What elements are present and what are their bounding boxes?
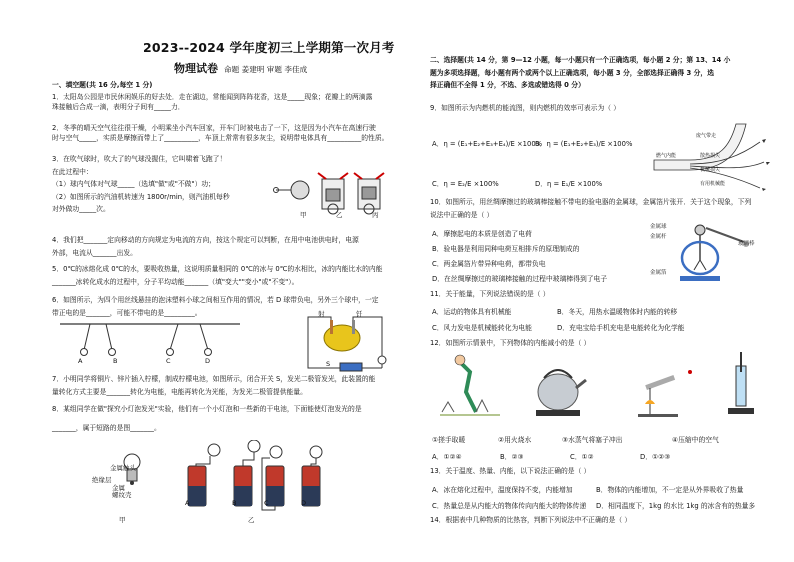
authors: 命题 姜建明 审题 李佳成 [224,65,308,74]
q9-option-b: B．η = (E₁+E₂+E₃)/E ×100% [535,140,633,148]
bulb-label-metal: 金属 [112,484,125,492]
battery-label-b: B [232,499,237,507]
engine-yi [318,173,348,214]
q9-option-d: D．η = E₁/E ×100% [535,180,603,188]
bulb-label-insulation: 绝缘层 [92,476,112,484]
question-11: 11．关于能量，下列说法错误的是（ ） [430,290,550,298]
subject-label: 物理试卷 [174,62,218,75]
exam-subject [174,60,307,76]
section-2-line-1: 二、选择题(共 14 分，第 9—12 小题，每一小题只有一个正确选项，每小题 2 分；第 13、14 小 [430,56,731,64]
q12-option-b: B．②③ [500,453,524,461]
compressed-air [728,352,754,414]
bulb-batteries-figure [90,440,350,515]
electroscope-figure [672,222,752,284]
q11-option-b: B．冬天，用热水温暖物体时内能的转移 [557,308,678,316]
q6-line-1: 6．如图所示，为四个用丝线悬挂的泡沫塑料小球之间相互作用的情况，若 D 球带负电，另外三个球中，一定 [52,296,379,304]
ball-a: A [78,357,83,365]
q3-line-1: 3．在吹气球时，吹大了的气球没握住，它叫啸着飞跑了！ [52,155,227,163]
q5-line-2: _______冰转化成水的过程中，分子平均动能_______（填"变大""变小"或"不变"）。 [52,277,299,286]
battery-label-a: A [185,499,190,507]
q4-line-2: 外部，电流从_______出发。 [52,248,137,257]
q3-line-2: 在此过程中： [52,167,93,176]
label-glass-rod: 玻璃棒 [738,241,755,247]
caption-jia: 甲 [119,516,126,524]
q1-line-2: 珠接触后合成一滴，表明分子间有_____力． [52,102,185,111]
q3-line-3: （1）球内气体对气球_____（选填"做"或"不做"）功； [52,180,215,189]
q10-option-b: B．验电器是利用同种电荷互相排斥的原理制成的 [432,245,580,253]
q8-line-2: _______，属于短路的是图_______。 [52,423,161,432]
bulb-label-screw: 螺纹壳 [112,491,132,499]
q12-pictures [440,352,770,422]
q7-line-2: 量转化方式主要是_______转化为电能，电能再转化为光能，为发光二极管提供能量。 [52,387,307,396]
q10-option-a: A．摩擦起电的本质是创造了电荷 [432,230,532,238]
question-10 [430,198,751,220]
q5-line-1: 5．0℃的冰熔化成 0℃的水，要吸收热量，这说明质量相同的 0℃的冰与 0℃的水相比，冰的内能比水的内能 [52,265,383,273]
section-2-line-2: 题为多项选择题，每小题有两个或两个以上正确选项，每小题 3 分，全部选择正确得 3 分，选 [430,68,715,77]
question-4 [52,236,359,258]
q12-caption-4: ④压缩中的空气 [672,436,719,444]
q13-option-c: C．热量总是从内能大的物体传向内能大的物体传递 [432,502,587,510]
q3-line-5: 对外做功_____次。 [52,205,110,214]
q10-option-d: D．在丝绸摩擦过的玻璃棒接触的过程中玻璃棒得到了电子 [432,275,608,283]
q12-caption-1: ①搓手取暖 [432,436,466,444]
q10-option-c: C．两金属箔片带异种电荷，都带负电 [432,260,546,268]
q7-line-1: 7．小明同学将铜片、锌片插入柠檬，制成柠檬电池，如图所示，闭合开关 S，发光二极管发光，此装置的能 [52,375,376,383]
question-5 [52,265,383,287]
flow-label-useful: 有用机械能 [700,181,726,187]
q8-line-1: 8．某组同学在做"探究小灯泡发光"实验，他们有一个小灯泡和一些新的干电池，下面能使灯泡发光的是 [52,405,362,413]
label-switch-s: S [326,360,331,368]
q9-option-a: A．η = (E₁+E₂+E₃+E₄)/E ×100% [432,140,543,148]
section-2-line-3: 择正确但不全得 1 分，不选、多选或错选得 0 分） [430,81,585,90]
section-2-heading [430,56,730,91]
q10-line-2: 说法中正确的是（ ） [430,210,494,219]
ball-c: C [166,357,171,365]
q10-line-1: 10．如图所示，用丝绸摩擦过的玻璃棒接触不带电的验电器的金属球，金属箔片张开．关于这个现象，下列 [430,198,752,206]
kettle [536,370,586,416]
exam-title: 2023--2024 学年度初三上学期第一次月考 [143,40,395,55]
q2-line-2: 时与空气_____，实质是摩擦而带上了__________，车顶上常常有很多灰尘，说明带电体具有__________的性质。 [52,133,389,142]
question-8 [52,405,362,433]
charged-balls-figure [60,322,240,362]
question-7 [52,375,375,397]
battery-label-c: C [264,499,269,507]
question-14: 14．根据表中几种物质的比热容，判断下列说法中不正确的是（ ） [430,516,632,524]
q6-line-2: 带正电的是_______，可能不带电的是_________。 [52,308,202,317]
question-12: 12．如图所示情景中，下列物体的内能减小的是（ ） [430,339,591,347]
q12-option-c: C．①② [570,453,594,461]
label-she: 射 [318,310,325,318]
ball-d: D [205,357,211,365]
q3-line-4: （2）如图所示的汽油机转速为 1800r/min，则汽油机每秒 [52,192,230,201]
label-fa: 钎 [356,310,363,318]
flow-label-heat: 散热损失 [700,153,721,159]
q2-line-1: 2．冬季的晴天空气往往很干燥，小明乘坐小汽车回家，开车门时被电击了一下，这是因为小汽车在高速行驶 [52,124,376,132]
q11-option-a: A．运动的物体具有机械能 [432,308,512,316]
label-metal-foil: 金属箔 [650,270,667,276]
question-13: 13．关于温度、热量、内能，以下说法正确的是（ ） [430,467,591,475]
q13-option-a: A．冰在熔化过程中，温度保持不变，内能增加 [432,486,573,494]
bulb-label-contact: 金属触头 [110,464,136,472]
q9-option-c: C．η = E₂/E ×100% [432,180,499,188]
battery-label-d: D [301,499,307,507]
question-9: 9．如图所示为内燃机的能流图，则内燃机的效率可表示为（ ） [430,104,620,112]
fig-label-jia: 甲 [300,211,307,219]
caption-yi: 乙 [248,516,255,524]
q12-option-d: D．①②③ [640,453,671,461]
section-1-heading: 一、填空题(共 16 分,每空 1 分) [52,81,153,89]
q1-line-1: 1．太阳岛公园是市民休闲娱乐的好去处．走在湖边，常能闻到阵阵花香，这是_____现象；花瓣上的两滴露 [52,93,373,101]
q12-option-a: A．①②④ [432,453,462,461]
flow-label-mech-loss: 机械损失 [700,167,721,173]
flow-label-fuel: 燃气内能 [656,153,677,159]
q12-caption-3: ③水蒸气将塞子冲出 [562,436,623,444]
fig-label-yi: 乙 [336,211,343,219]
flow-label-exhaust: 废气带走 [696,133,717,139]
test-tube [638,370,692,417]
question-2 [52,124,388,143]
q13-option-d: D．相同温度下，1kg 的水比 1kg 的冰含有的热量多 [596,502,756,510]
q12-caption-2: ②用火烧水 [498,436,532,444]
question-3 [52,155,230,215]
q13-option-b: B．物体的内能增加，不一定是从外界吸收了热量 [596,486,744,494]
question-1 [52,93,372,112]
rubbing-hands [440,355,500,415]
q11-option-d: D．充电宝给手机充电是电能转化为化学能 [557,324,685,332]
question-6 [52,296,379,318]
label-metal-ball: 金属球 [650,224,667,230]
q4-line-1: 4．我们把_______定向移动的方向规定为电流的方向，按这个规定可以判断，在用中电池供电时，电源 [52,236,359,244]
lemon-battery-figure [300,316,390,374]
fig-label-bing: 丙 [372,211,379,219]
ball-b: B [113,357,118,365]
q11-option-c: C．风力发电是机械能转化为电能 [432,324,532,332]
label-metal-rod: 金属杆 [650,234,667,240]
